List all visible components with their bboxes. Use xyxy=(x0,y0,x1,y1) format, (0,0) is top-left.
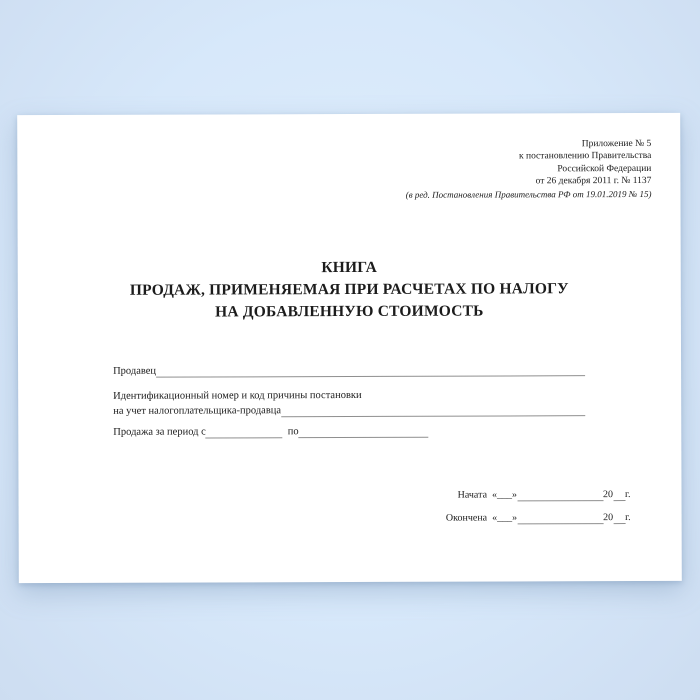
period-to-fill-line xyxy=(299,426,429,438)
tax-id-field-row xyxy=(113,403,585,418)
regulation-reference-line: к постановлению Правительства xyxy=(518,151,652,162)
seller-field-row xyxy=(113,363,585,378)
started-month-fill-line xyxy=(517,489,603,501)
period-from-fill-line xyxy=(206,426,283,438)
period-from-label: Продажа за период с xyxy=(113,426,206,438)
started-label: Начата xyxy=(457,489,488,501)
tax-id-fill-line xyxy=(281,404,585,417)
started-year-suffix: г. xyxy=(625,489,631,501)
finished-day-placeholder: «___» xyxy=(492,512,518,524)
finished-year-prefix: 20 xyxy=(603,512,614,524)
regulation-reference xyxy=(406,138,652,201)
seller-label: Продавец xyxy=(113,365,157,377)
document-title-line: ПРОДАЖ, ПРИМЕНЯЕМАЯ ПРИ РАСЧЕТАХ ПО НАЛОГУ xyxy=(129,280,569,299)
started-year-fill-line xyxy=(613,489,625,501)
document-sheet xyxy=(17,113,682,583)
regulation-reference-line: Приложение № 5 xyxy=(581,138,652,150)
period-to-label: по xyxy=(287,426,299,438)
tax-id-label: на учет налогоплательщика-продавца xyxy=(113,405,282,417)
started-year-prefix: 20 xyxy=(603,489,614,501)
started-day-placeholder: «___» xyxy=(492,489,518,501)
finished-year-suffix: г. xyxy=(625,512,631,524)
finished-label: Окончена xyxy=(445,512,488,524)
tax-id-caption: Идентификационный номер и код причины постановки xyxy=(113,389,362,402)
finished-month-fill-line xyxy=(517,512,603,524)
finished-year-fill-line xyxy=(613,512,625,524)
document-title xyxy=(18,256,681,324)
period-field-row xyxy=(113,425,428,439)
regulation-reference-line: от 26 декабря 2011 г. № 1137 xyxy=(535,176,652,187)
regulation-reference-line: Российской Федерации xyxy=(557,163,652,175)
started-date-row xyxy=(440,489,631,502)
finished-date-row xyxy=(440,512,631,525)
seller-fill-line xyxy=(156,364,585,377)
document-title-line: КНИГА xyxy=(321,258,378,277)
document-title-line: НА ДОБАВЛЕННУЮ СТОИМОСТЬ xyxy=(215,302,484,321)
regulation-edition-note: (в ред. Постановления Правительства РФ от 19.01.2019 № 15) xyxy=(405,188,652,200)
